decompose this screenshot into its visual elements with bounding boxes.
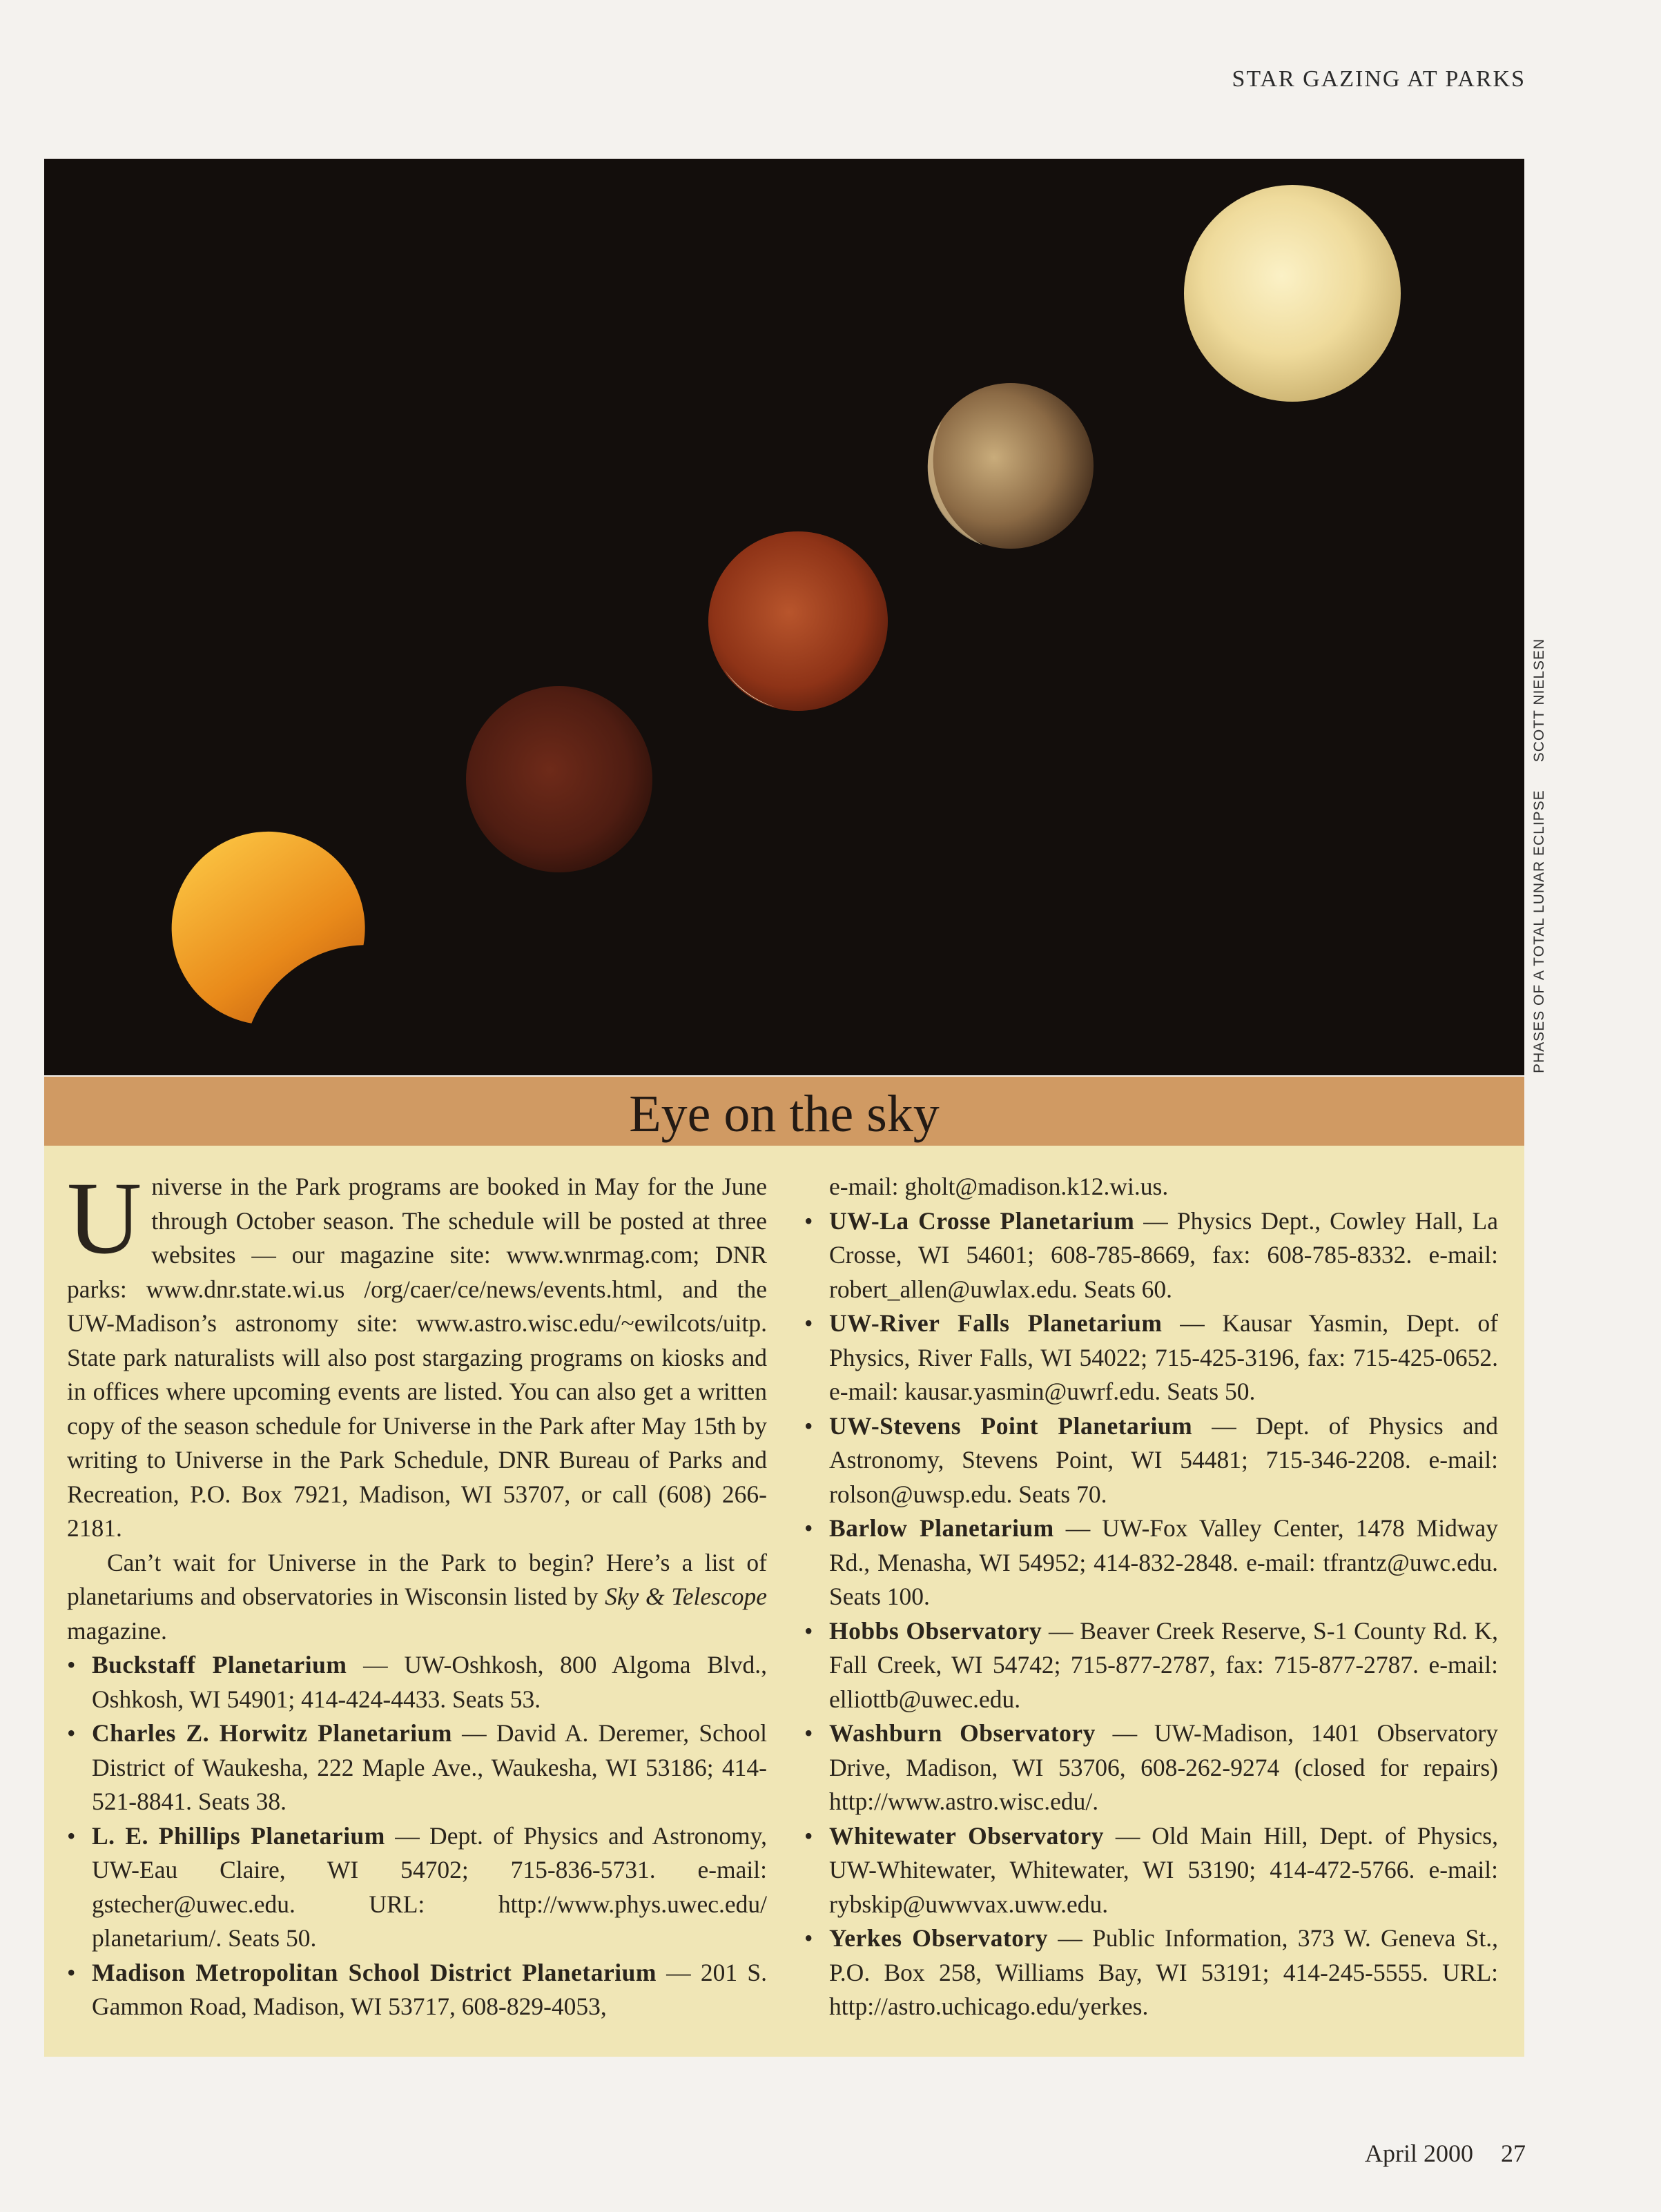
left-column xyxy=(67,1161,767,2024)
page-number: 27 xyxy=(1501,2140,1526,2167)
bullet-icon: • xyxy=(804,1821,813,1850)
list-item xyxy=(804,1819,1498,1922)
facility-details: — UW-Fox Valley Center, 1478 Midway Rd., Menasha, WI 54952; 414-832-2848. e-mail: tfrantz@uwc.edu. Seats 100. xyxy=(829,1514,1498,1610)
list-item xyxy=(67,1648,767,1716)
facility-name: Charles Z. Horwitz Planetarium xyxy=(92,1719,452,1747)
page-footer xyxy=(1339,2139,1526,2168)
facility-details: — Public Information, 373 W. Geneva St., P.O. Box 258, Williams Bay, WI 53191; 414-245-5555. URL: http://astro.uchicago.edu/yerkes. xyxy=(829,1924,1498,2020)
continuation-line: e-mail: gholt@madison.k12.wi.us. xyxy=(829,1173,1169,1200)
intro-paragraph xyxy=(67,1161,767,1546)
bullet-icon: • xyxy=(804,1924,813,1952)
list-item xyxy=(804,1511,1498,1614)
bullet-icon: • xyxy=(67,1958,76,1986)
left-list xyxy=(67,1648,767,2024)
list-item xyxy=(804,1409,1498,1512)
article-title: Eye on the sky xyxy=(629,1085,940,1143)
para2-text-b: magazine. xyxy=(67,1616,167,1645)
facility-details: — Kausar Yasmin, Dept. of Physics, River Falls, WI 54022; 715-425-3196, fax: 715-425-0652. e-mail: kausar.yasmin@uwrf.edu. Seats 50. xyxy=(829,1309,1498,1405)
facility-name: Barlow Planetarium xyxy=(829,1514,1054,1542)
intro-text: niverse in the Park programs are booked in May for the June through October season. The schedule will be posted at three websites — our magazine site: www.wnrmag.com; DNR parks: www.dnr.state.wi.us /org/caer/ce/news/events.html, and the UW-Madison’s astronomy site: www.astro.wisc.edu/~ewilcots/uitp. State park naturalists will also post stargazing programs on kiosks and in offices where upcoming events are listed. You can also get a written copy of the season schedule for Universe in the Park after May 15th by writing to Universe in the Park Schedule, DNR Bureau of Parks and Recreation, P.O. Box 7921, Madison, WI 53707, or call (608) 266-2181. xyxy=(67,1173,767,1542)
facility-name: Washburn Observatory xyxy=(829,1719,1096,1747)
bullet-icon: • xyxy=(67,1651,76,1678)
right-list xyxy=(804,1204,1498,2024)
magazine-name: Sky & Telescope xyxy=(605,1583,767,1610)
facility-details: — Old Main Hill, Dept. of Physics, UW-Whitewater, Whitewater, WI 53190; 414-472-5766. e-mail: rybskip@uwwvax.uww.edu. xyxy=(829,1821,1499,1918)
bullet-icon: • xyxy=(804,1514,813,1542)
red-moon xyxy=(708,531,888,711)
facility-name: Madison Metropolitan School District Planetarium xyxy=(92,1958,657,1986)
list-item xyxy=(804,1204,1498,1307)
facility-name: UW-Stevens Point Planetarium xyxy=(829,1411,1193,1440)
list-item xyxy=(804,1716,1498,1819)
second-paragraph xyxy=(67,1546,767,1649)
facility-name: Hobbs Observatory xyxy=(829,1616,1042,1645)
facility-name: Buckstaff Planetarium xyxy=(92,1651,347,1678)
right-column xyxy=(804,1170,1498,2024)
list-item xyxy=(804,1614,1498,1717)
bullet-icon: • xyxy=(67,1821,76,1850)
bullet-icon: • xyxy=(804,1206,813,1235)
full-moon xyxy=(1184,185,1401,402)
list-item xyxy=(67,1819,767,1956)
issue-date: April 2000 xyxy=(1365,2140,1473,2167)
photo-caption: PHASES OF A TOTAL LUNAR ECLIPSE xyxy=(1531,790,1547,1073)
facility-name: UW-La Crosse Planetarium xyxy=(829,1206,1135,1235)
section-header: STAR GAZING AT PARKS xyxy=(1232,66,1526,92)
facility-details: — Physics Dept., Cowley Hall, La Crosse, WI 54601; 608-785-8669, fax: 608-785-8332. e-mail: robert_allen@uwlax.edu. Seats 60. xyxy=(829,1206,1498,1303)
eclipse-phases-image xyxy=(44,159,1524,1075)
drop-cap: U xyxy=(67,1161,142,1275)
facility-details: — Dept. of Physics and Astronomy, UW-Eau Claire, WI 54702; 715-836-5731. e-mail: gstecher@uwec.edu. URL: http://www.phys.uwec.edu/ planetarium/. Seats 50. xyxy=(92,1821,767,1952)
list-item xyxy=(804,1921,1498,2024)
photo-credit xyxy=(1531,638,1548,1073)
bullet-icon: • xyxy=(804,1309,813,1337)
facility-details: — Dept. of Physics and Astronomy, Stevens Point, WI 54481; 715-346-2208. e-mail: rolson@uwsp.edu. Seats 70. xyxy=(829,1411,1498,1508)
bullet-icon: • xyxy=(804,1719,813,1747)
facility-name: Yerkes Observatory xyxy=(829,1924,1049,1952)
facility-name: Whitewater Observatory xyxy=(829,1821,1104,1850)
facility-name: UW-River Falls Planetarium xyxy=(829,1309,1163,1337)
list-item xyxy=(67,1956,767,2024)
facility-details: — David A. Deremer, School District of Waukesha, 222 Maple Ave., Waukesha, WI 53186; 414-521-8841. Seats 38. xyxy=(92,1719,767,1815)
totality-moon xyxy=(466,686,652,872)
list-item xyxy=(804,1306,1498,1409)
photographer: SCOTT NIELSEN xyxy=(1531,638,1547,763)
list-item xyxy=(67,1716,767,1819)
bullet-icon: • xyxy=(804,1616,813,1645)
facility-details: — UW-Oshkosh, 800 Algoma Blvd., Oshkosh, WI 54901; 414-424-4433. Seats 53. xyxy=(92,1651,767,1713)
facility-details: — Beaver Creek Reserve, S-1 County Rd. K, Fall Creek, WI 54742; 715-877-2787, fax: 715-877-2787. e-mail: elliottb@uwec.edu. xyxy=(829,1616,1498,1713)
bullet-icon: • xyxy=(804,1411,813,1440)
facility-name: L. E. Phillips Planetarium xyxy=(92,1821,385,1850)
para2-text-a: Can’t wait for Universe in the Park to begin? Here’s a list of planetariums and observatories in Wisconsin listed by xyxy=(67,1548,767,1610)
lunar-eclipse-photo xyxy=(44,159,1524,1075)
facility-details: — 201 S. Gammon Road, Madison, WI 53717, 608-829-4053, xyxy=(92,1958,767,2020)
bullet-icon: • xyxy=(67,1719,76,1747)
facility-details: — UW-Madison, 1401 Observatory Drive, Madison, WI 53706, 608-262-9274 (closed for repairs) http://www.astro.wisc.edu/. xyxy=(829,1719,1498,1815)
title-bar xyxy=(44,1077,1524,1146)
